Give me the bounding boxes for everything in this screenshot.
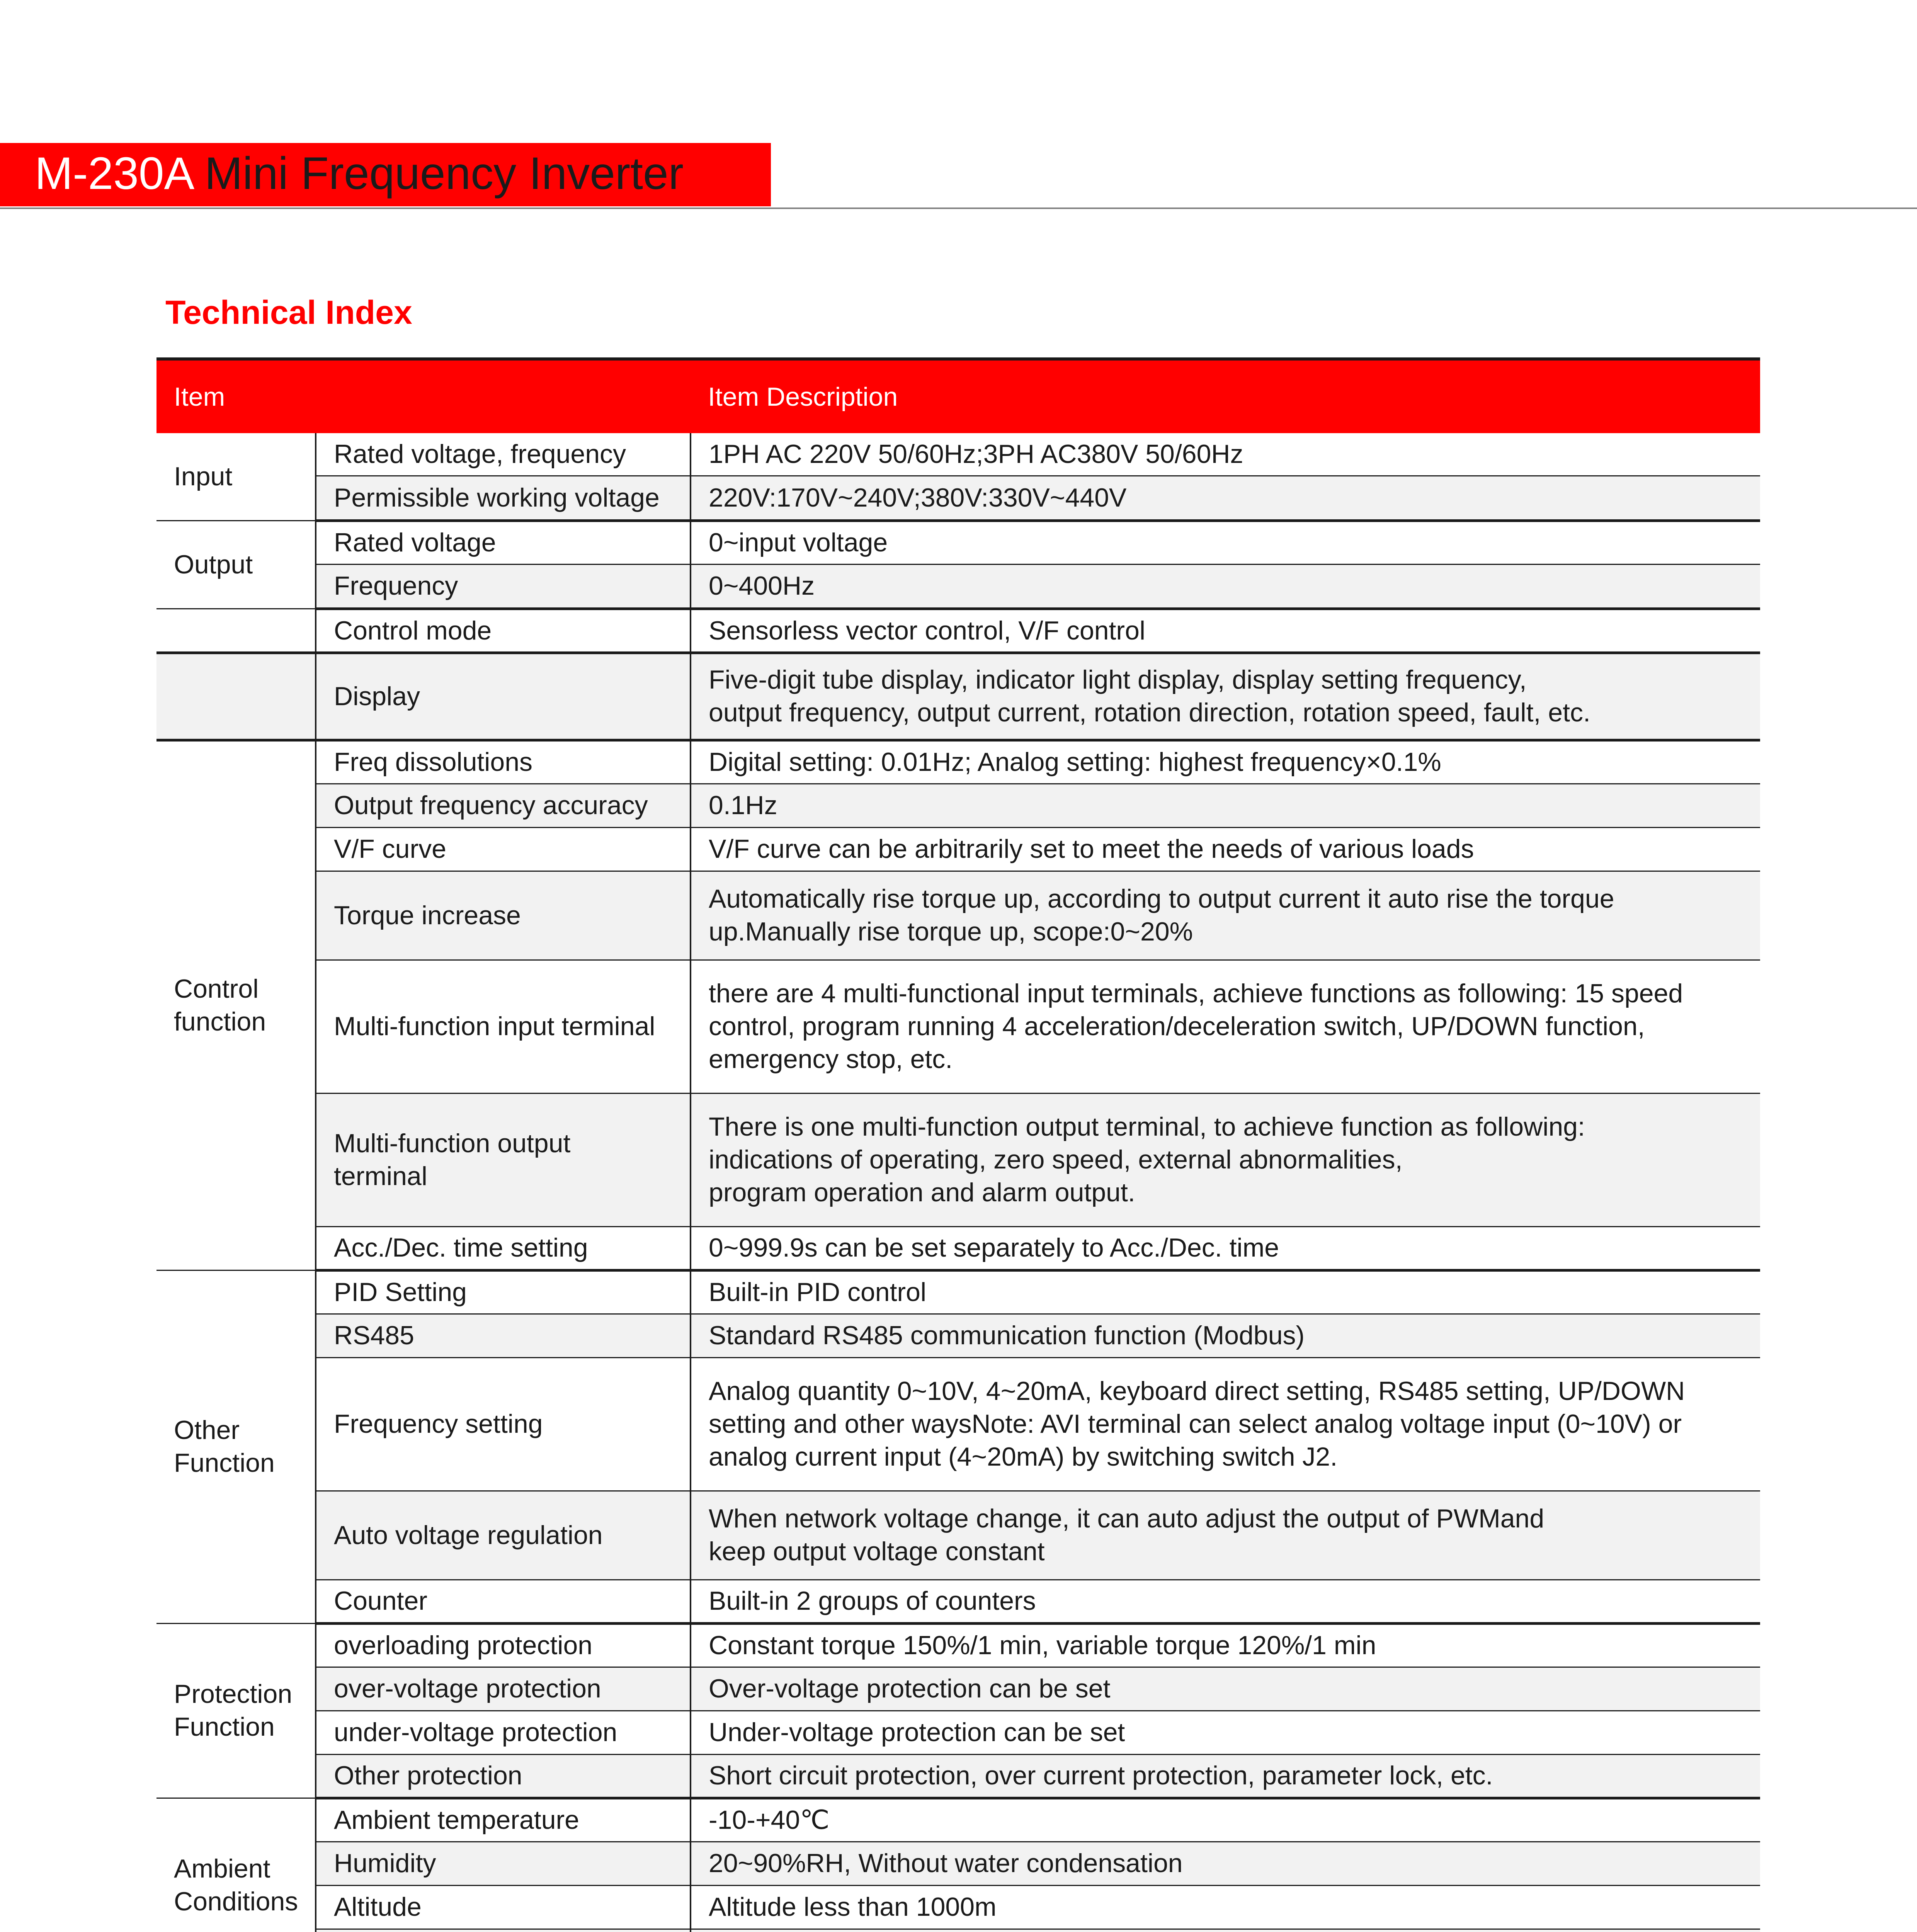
category-cell: Input [156,433,316,520]
spec-table [156,357,1760,1932]
item-cell: Counter [316,1580,691,1623]
category-cell: Control function [156,740,316,1270]
table-row [156,1754,1760,1798]
description-cell: 1PH AC 220V 50/60Hz;3PH AC380V 50/60Hz [691,433,1760,476]
description-cell: Under-voltage protection can be set [691,1711,1760,1754]
description-cell: 220V:170V~240V;380V:330V~440V [691,476,1760,520]
item-cell: Frequency [316,564,691,609]
table-row [156,1798,1760,1842]
description-cell: When network voltage change, it can auto adjust the output of PWMand keep output voltage constant [691,1491,1760,1580]
description-cell: 20~90%RH, Without water condensation [691,1842,1760,1885]
item-cell: RS485 [316,1314,691,1357]
table-row [156,871,1760,960]
category-cell: Other Function [156,1270,316,1623]
description-cell: Automatically rise torque up, according to output current it auto rise the torque up.Manually rise torque up, scope:0~20% [691,871,1760,960]
table-row [156,1929,1760,1932]
table-row [156,476,1760,520]
item-cell [316,1929,691,1932]
table-row [156,1314,1760,1357]
description-cell: 0.1Hz [691,784,1760,827]
table-row [156,1357,1760,1491]
description-cell: Standard RS485 communication function (Modbus) [691,1314,1760,1357]
table-row [156,740,1760,784]
description-cell: Over-voltage protection can be set [691,1667,1760,1711]
item-cell: Altitude [316,1885,691,1929]
category-cell [156,653,316,740]
item-cell: Torque increase [316,871,691,960]
description-cell: Short circuit protection, over current protection, parameter lock, etc. [691,1754,1760,1798]
description-cell: There is one multi-function output terminal, to achieve function as following: indications of operating, zero speed, external abnormalities, program operation and alarm output. [691,1093,1760,1226]
section-title: Technical Index [165,294,412,331]
item-cell: Control mode [316,609,691,653]
description-cell: Built-in 2 groups of counters [691,1580,1760,1623]
item-cell: PID Setting [316,1270,691,1314]
description-cell: Sensorless vector control, V/F control [691,609,1760,653]
description-cell: 0~999.9s can be set separately to Acc./Dec. time [691,1226,1760,1270]
description-cell: 0~input voltage [691,520,1760,564]
category-cell: Protection Function [156,1623,316,1798]
item-cell: Acc./Dec. time setting [316,1226,691,1270]
table-row [156,433,1760,476]
item-cell: Humidity [316,1842,691,1885]
item-cell: Output frequency accuracy [316,784,691,827]
item-cell: Ambient temperature [316,1798,691,1842]
item-cell: Rated voltage [316,520,691,564]
table-row [156,1623,1760,1667]
table-row [156,1270,1760,1314]
category-cell: Output [156,520,316,609]
item-cell: Frequency setting [316,1357,691,1491]
description-cell: Constant torque 150%/1 min, variable torque 120%/1 min [691,1623,1760,1667]
table-row [156,1093,1760,1226]
item-cell: under-voltage protection [316,1711,691,1754]
item-cell: over-voltage protection [316,1667,691,1711]
table-header-row [156,359,1760,433]
table-row [156,784,1760,827]
description-cell: V/F curve can be arbitrarily set to meet the needs of various loads [691,827,1760,871]
item-cell: Rated voltage, frequency [316,433,691,476]
table-row [156,1842,1760,1885]
document-title [35,145,684,202]
description-cell: Altitude less than 1000m [691,1885,1760,1929]
description-cell: -10-+40℃ [691,1798,1760,1842]
column-header-description: Item Description [691,359,1760,433]
description-cell: Built-in PID control [691,1270,1760,1314]
description-cell: there are 4 multi-functional input terminals, achieve functions as following: 15 speed control, program running 4 acceleration/deceleration switch, UP/DOWN function, emergency stop, etc. [691,960,1760,1093]
table-row [156,960,1760,1093]
table-row [156,1885,1760,1929]
item-cell: Display [316,653,691,740]
table-row [156,520,1760,564]
product-name: Mini Frequency Inverter [204,148,684,199]
item-cell: Multi-function output terminal [316,1093,691,1226]
table-row [156,1491,1760,1580]
table-row [156,609,1760,653]
table-row [156,1226,1760,1270]
category-cell: Ambient Conditions [156,1798,316,1932]
description-cell: Digital setting: 0.01Hz; Analog setting: highest frequency×0.1% [691,740,1760,784]
header-rule [0,207,1917,209]
item-cell: Other protection [316,1754,691,1798]
table-row [156,827,1760,871]
model-number: M-230A [35,148,192,199]
description-cell: 0~400Hz [691,564,1760,609]
item-cell: V/F curve [316,827,691,871]
item-cell: Freq dissolutions [316,740,691,784]
column-header-item: Item [156,359,691,433]
item-cell: Permissible working voltage [316,476,691,520]
item-cell: Multi-function input terminal [316,960,691,1093]
table-row [156,653,1760,740]
table-row [156,1711,1760,1754]
category-cell [156,609,316,653]
table-row [156,1667,1760,1711]
description-cell [691,1929,1760,1932]
description-cell: Analog quantity 0~10V, 4~20mA, keyboard direct setting, RS485 setting, UP/DOWN setting and other waysNote: AVI terminal can select analog voltage input (0~10V) or analog current input (4~20mA) by switching switch J2. [691,1357,1760,1491]
description-cell: Five-digit tube display, indicator light display, display setting frequency, output frequency, output current, rotation direction, rotation speed, fault, etc. [691,653,1760,740]
table-row [156,564,1760,609]
item-cell: Auto voltage regulation [316,1491,691,1580]
table-row [156,1580,1760,1623]
item-cell: overloading protection [316,1623,691,1667]
